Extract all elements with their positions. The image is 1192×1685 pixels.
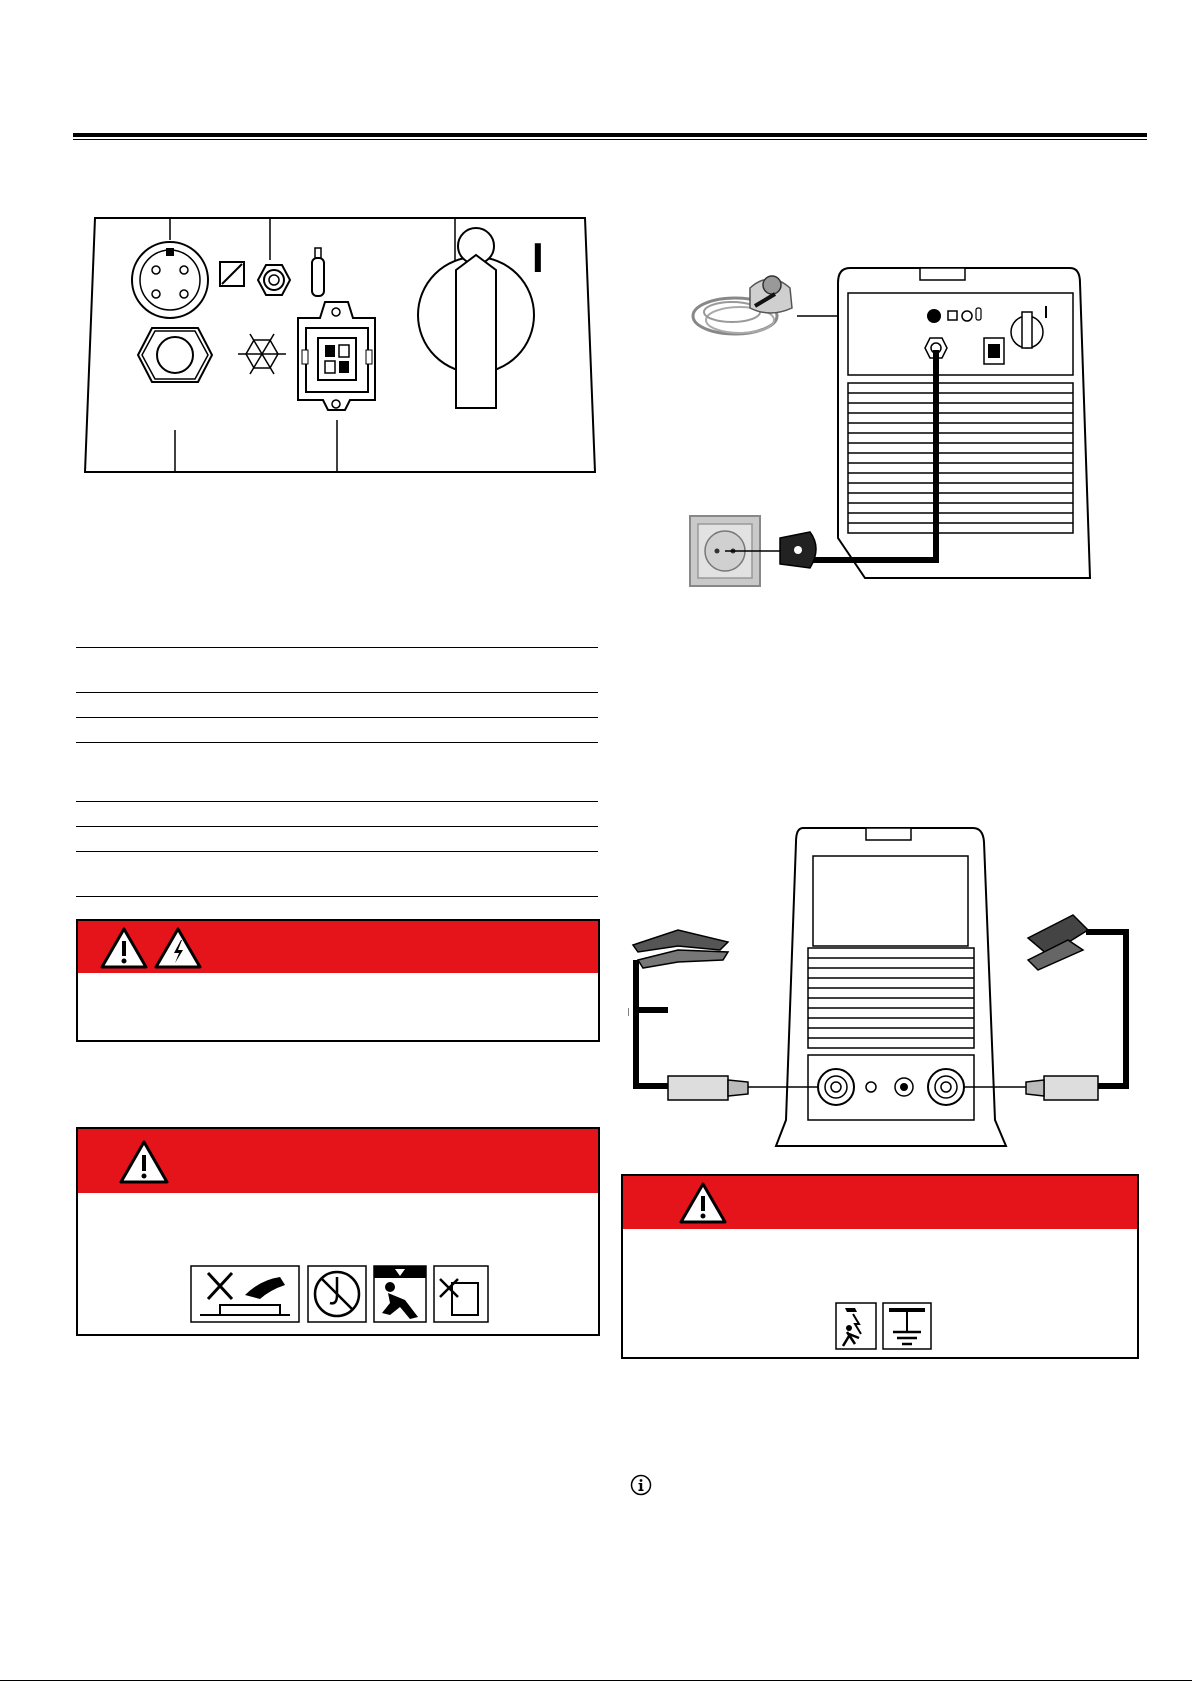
warning-header — [78, 921, 598, 973]
cable-plug-right-icon — [1026, 1076, 1098, 1100]
warning-triangle-icon — [118, 1139, 170, 1185]
no-tipping-icon — [434, 1266, 488, 1322]
warning-triangle-icon — [678, 1181, 728, 1225]
header-rule-thin — [73, 139, 1147, 140]
remote-control-symbol-icon — [220, 262, 244, 286]
welding-machine-front-icon — [776, 828, 1006, 1146]
table-row-line — [76, 896, 598, 897]
remote-socket-icon — [132, 242, 208, 318]
warning-header — [78, 1129, 598, 1193]
ground-clamp-icon — [633, 930, 728, 968]
electric-hazard-icon — [156, 929, 200, 967]
cable-plug-left-icon — [668, 1076, 748, 1100]
gas-connector-icon — [258, 265, 290, 295]
no-lifting-by-handle-icon — [191, 1266, 299, 1322]
warning-header — [623, 1176, 1137, 1229]
info-icon — [630, 1474, 652, 1496]
cooling-connector-icon — [298, 302, 375, 410]
no-crane-hook-icon — [308, 1266, 366, 1322]
electrode-connection-diagram — [628, 820, 1158, 1160]
welding-machine-rear-icon — [838, 268, 1090, 578]
electrode-holder-icon — [1028, 915, 1088, 970]
table-row-line — [76, 647, 598, 648]
earth-ground-icon — [883, 1303, 931, 1349]
footer-rule — [0, 1680, 1192, 1681]
cable-gland-icon — [138, 328, 212, 382]
foot-pedal-icon — [693, 276, 792, 334]
falling-load-icon — [374, 1266, 426, 1322]
table-row-line — [76, 717, 598, 718]
gas-bottle-icon — [312, 248, 324, 296]
switch-on-label: I — [532, 234, 544, 281]
mains-connection-diagram — [680, 258, 1100, 588]
warning-box-electric — [76, 919, 600, 1042]
header-rule-thick — [73, 133, 1147, 137]
mains-plug-icon — [780, 532, 816, 568]
warning-box-transport — [76, 1127, 600, 1336]
warning-box-welding — [621, 1174, 1139, 1359]
table-row-line — [76, 851, 598, 852]
main-switch-icon — [418, 228, 534, 408]
table-row-line — [76, 742, 598, 743]
table-row-line — [76, 826, 598, 827]
electric-shock-icon — [836, 1303, 876, 1349]
rear-panel-diagram — [80, 210, 600, 480]
table-row-line — [76, 692, 598, 693]
table-row-line — [76, 801, 598, 802]
cooling-unit-icon — [238, 334, 286, 374]
warning-triangle-icon — [102, 929, 146, 967]
